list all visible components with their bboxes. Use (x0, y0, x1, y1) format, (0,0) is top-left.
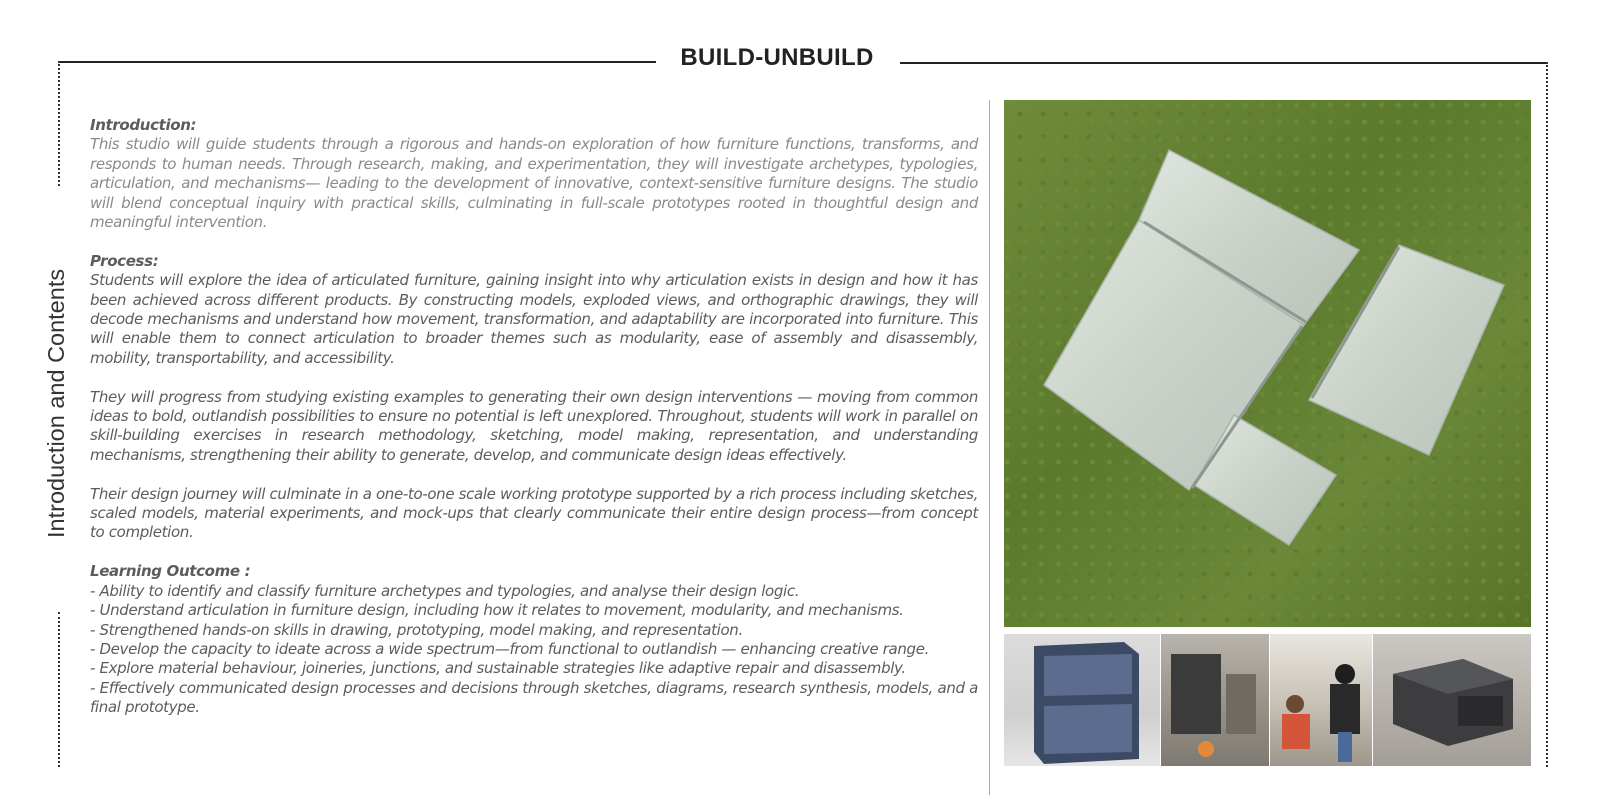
learning-outcome-heading: Learning Outcome : (90, 562, 251, 581)
list-item: - Explore material behaviour, joineries, junctions, and sustainable strategies like adaptive repair and disassembly. (90, 659, 906, 678)
page-title: BUILD-UNBUILD (680, 44, 874, 71)
learning-outcome-list (90, 582, 978, 718)
frame-dotted-left-top (58, 61, 60, 186)
thumbnail-dark-furniture (1373, 634, 1531, 766)
learning-outcome-section (90, 562, 978, 717)
process-paragraph: They will progress from studying existing examples to generating their own design interventions — moving from common ideas to bold, outlandish possibilities to ensure no potential is left unexplored. Throughout, students will work in parallel on skill-building exercises in research methodology, sketching, model making, representation, and understanding mechanisms, strengthening their ability to generate, develop, and communicate design ideas effectively. (90, 387, 978, 464)
vertical-section-title: Introduction and Contents (43, 268, 69, 538)
header-rule-left (58, 61, 656, 63)
introduction-body: This studio will guide students through a rigorous and hands-on exploration of how furniture functions, transforms, and responds to human needs. Through research, making, and experimentation, they will investigate archetypes, typologies, articulation, and mechanisms— leading to the development of innovative, context-sensitive furniture designs. The studio will blend conceptual inquiry with practical skills, culminating in full-scale prototypes rooted in thoughtful design and meaningful intervention. (90, 135, 978, 232)
frame-dotted-right (1546, 62, 1548, 767)
process-paragraph: Their design journey will culminate in a one-to-one scale working prototype supported by a rich process including sketches, scaled models, material experiments, and mock-ups that clearly communicate their entire design process—from concept to completion. (90, 484, 978, 542)
header-rule-right (900, 62, 1546, 64)
process-paragraph: Students will explore the idea of articulated furniture, gaining insight into why articulation exists in design and how it has been achieved across different products. By constructing models, exploded views, and orthographic drawings, they will decode mechanisms and understand how movement, transformation, and adaptability are incorporated into furniture. This will enable them to connect articulation to broader themes such as modularity, ease of assembly and disassembly, mobility, transportability, and accessibility. (90, 271, 978, 367)
thumbnail-workshop (1161, 634, 1269, 766)
frame-dotted-left-bottom (58, 612, 60, 767)
folded-panels-illustration (1004, 100, 1531, 627)
list-item: - Strengthened hands-on skills in drawing, prototyping, model making, and representation. (90, 620, 743, 639)
list-item: - Effectively communicated design processes and decisions through sketches, diagrams, research synthesis, models, and a final prototype. (90, 678, 978, 717)
thumbnail-blue-cabinet (1004, 634, 1160, 766)
process-heading: Process: (90, 251, 159, 270)
column-divider (989, 100, 990, 795)
introduction-section (90, 116, 978, 232)
list-item: - Ability to identify and classify furniture archetypes and typologies, and analyse their design logic. (90, 581, 800, 600)
list-item: - Understand articulation in furniture design, including how it relates to movement, modularity, and mechanisms. (90, 601, 904, 620)
process-section (90, 252, 978, 543)
text-column (90, 116, 978, 718)
introduction-heading: Introduction: (90, 116, 197, 134)
list-item: - Develop the capacity to ideate across a wide spectrum—from functional to outlandish — enhancing creative range. (90, 639, 930, 658)
main-photo-furniture-on-grass (1004, 100, 1531, 627)
thumbnail-students-working (1270, 634, 1372, 766)
